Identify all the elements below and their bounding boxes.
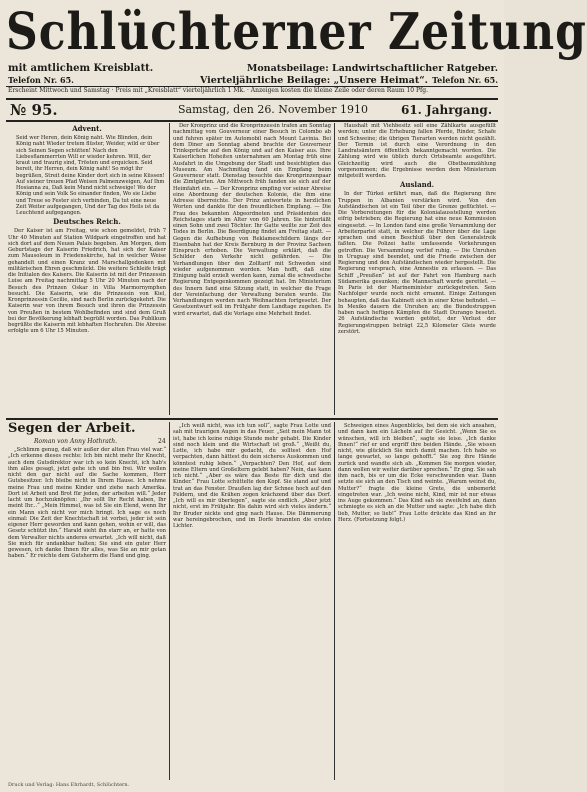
zaehlung-text: Haushalt mit Viehbesitz soll eine Zählkarte ausgefüllt werden; unter die Erhebung fallen Pferde, Rinder, Schafe und Schweine; die übrigen Tierarten werden nicht gezählt. Der Termin ist durch eine Verordnung in den Landratsämtern öffentlich bekanntgemacht worden. Die Zählung wird wie üblich durch Ortsbeamte ausgeführt. Gleichzeitig wird auch die Obstbaumzählung vorgenommen; die Ergebnisse werden dem Ministerium mitgeteilt werden. bbox=[338, 123, 496, 179]
issue-number: № 95. bbox=[10, 101, 58, 119]
serial-column-1 bbox=[8, 447, 166, 780]
ausland-heading: Ausland. bbox=[399, 180, 435, 190]
rule-feuilleton bbox=[6, 418, 498, 420]
serial-text-3: Schweigen eines Augenblicks, bei dem sie sich ansahen, und dann kam ein Lächeln auf ihr Gesicht. „Wenn Sie es wünschen, will ich bleiben“, sagte sie leise. „Ich danke Ihnen!“ rief er und ergriff ihre beiden Hände. „Sie wissen nicht, wie glücklich Sie mich damit machen. Ich habe so lange gewartet, so lange gehofft.“ Sie zog ihre Hände zurück und wandte sich ab. „Kommen Sie morgen wieder, dann wollen wir weiter darüber sprechen.“ Er ging. Sie sah ihm nach, bis er um die Ecke verschwunden war. Dann setzte sie sich an den Tisch und weinte. „Warum weinst du, Mutter?“ fragte die kleine Grete, die unbemerkt eingetreten war. „Ich weine nicht, Kind, mir ist nur etwas ins Auge gekommen.“ Das Kind sah sie zweifelnd an, dann schmiegte es sich an die Mutter und sagte: „Ich habe dich lieb, Mutter, so lieb!“ Frau Lotte drückte das Kind an ihr Herz. (Fortsetzung folgt.) bbox=[338, 423, 496, 523]
politics-text: Der Kronprinz und die Kronprinzessin trafen am Sonntag nachmittag vom Gouverneur einer Besuch in Colombo ab und fuhren später im Automobil nach Mount Lavinia. Bei dem Diner am Sonntag abend brachte der Gouverneur Trinksprüche auf den König und auf den Kaiser aus. Ihre Kaiserlichen Hoheiten unternahmen am Montag früh eine Ausfahrt in die Umgebung der Stadt und besichtigten das Museum. Am Nachmittag fand ein Empfang beim Gouverneur statt. Dienstag besuchte das Kronprinzenpaar die Zimtgärten. Am Mittwoch früh fanden sie sich auf der Heimfahrt ein. — Der Kronprinz empfing vor seiner Abreise eine Abordnung der deutschen Kolonie, die ihm eine Adresse überreichte. Der Prinz antwortete in herzlichen Worten und dankte für den freundlichen Empfang. — Die Frau des bekannten Abgeordneten und Präsidenten des Reichstages starb im Alter von 60 Jahren. Sie hinterläßt einen Sohn und zwei Töchter. Ihr Gatte weilte zur Zeit des Todes in Berlin. Die Beerdigung findet am Freitag statt. — Gegen die Aufhebung von Reklameschildern längs der Eisenbahn hat der Kreis Bernburg in der Provinz Sachsen Einspruch erhoben. Die Verwaltung erklärt, daß die Schilder den Verkehr nicht gefährden. — Die Verhandlungen über den Zolltarif mit Schweden sind wieder aufgenommen worden. Man hofft, daß eine Einigung bald erzielt werden kann, zumal die schwedische Regierung Entgegenkommen gezeigt hat. Im Ministerium des Innern fand eine Sitzung statt, in welcher die Frage der Vereinfachung der Verwaltung beraten wurde. Die Verhandlungen werden nach Weihnachten fortgesetzt. Der Gesetzentwurf soll im Frühjahr dem Landtage zugehen. Es wird erwartet, daß die Vorlage eine Mehrheit findet. bbox=[173, 123, 331, 317]
column-3 bbox=[338, 123, 496, 415]
deutsches-reich-text: Der Kaiser ist am Freitag, wie schon gemeldet, früh 7 Uhr 40 Minuten auf Station Wildpark eingetroffen und hat sich dort auf dem Neuen Palais begeben. Am Morgen, dem Geburtstage der Kaiserin Friedrich, hat sich der Kaiser zum Mausoleum in Friedenskirche, hat in welcher Weise gehandelt und einen Kranz und Marschallgedenken mit militärischen Ehren geschmückt. Die weitere Schleife trägt die Initialen des Kaisers. Die Kaiserin ist mit der Prinzessin Luise am Freitag nachmittag 5 Uhr 20 Minuten nach der Besuch des Prinzen Oskar in Villa Marmornymphen besucht. Die Kaiserin, wie die Prinzessin von Kiel, Kronprinzessin Cecilie, sind nach Berlin zurückgekehrt. Die Kaiserin war von ihrem Besuch und ihren die Prinzessin von Preußen in bestem Wohlbefinden und sind dem Gruß bei der Bevölkerung lebhaft begrüßt worden. Das Publikum begrüßte die Kaiserin mit lebhaften Hochrufen. Die Abreise erfolgte um 6 Uhr 15 Minuten. bbox=[8, 228, 166, 335]
issue-date: Samstag, den 26. November 1910 bbox=[178, 103, 369, 116]
serial-text-2: „Ich weiß nicht, was ich tun soll“, sagte Frau Lotte und sah mit traurigen Augen in das Feuer. „Seit mein Mann tot ist, habe ich keine ruhige Stunde mehr gehabt. Die Kinder sind noch klein und die Wirtschaft ist groß.“ „Weißt du, Lotte, ich habe mir gedacht, du solltest den Hof verpachten, dann hättest du dein sicheres Auskommen und könntest ruhig leben.“ „Verpachten? Den Hof, auf dem meine Eltern und Großeltern gelebt haben? Nein, das kann ich nicht.“ „Aber es wäre das Beste für dich und die Kinder.“ Frau Lotte schüttelte den Kopf. Sie stand auf und trat an das Fenster. Draußen lag der Schnee hoch auf den Feldern, und die Krähen zogen krächzend über das Dorf. „Ich will es mir überlegen“, sagte sie endlich. „Aber jetzt nicht, erst im Frühjahr. Bis dahin wird sich vieles ändern.“ Ihr Bruder nickte und ging nach Hause. Die Dämmerung war hereingebrochen, und im Dorfe brannten die ersten Lichter. bbox=[173, 423, 331, 529]
serial-text-1: „Schlimm genug, daß wir außer der alten Frau viel war.“ „Ich erkenne dieses rechte: Ich bin nicht mehr Ihr Knecht, auch dem Gutsdirektor war ich so kein Knecht, ich hab's ihm alles gesagt, jetzt gehe ich und bin frei. Wir wollen nicht den gar nicht auf die Sache kommen, Herr Gutsbesitzer. Ich bleibe nicht in Ihrem Hause. Ich nehme meine Frau und meine Kinder und ziehe nach Amerika. Dort ist Arbeit und Brot für jeden, der arbeiten will.“ Jeder lacht um hochzuknöpfen: „Ihr sollt Ihr Recht haben, Ihr meint Ihr...“ „Mein Himmel, was ist Sie ein Elend, wenn Ihr ein Mann sich nicht vor mich bringt. Ich sage es noch einmal: Die Zeit der Knechtschaft ist vorbei, jeder ist sein eigener Herr geworden und kann gehen, wohin er will, das Gesetz schützt ihn.“ Harald sieht ihn starr an, er hatte von dem Verwalter nichts anderes erwartet. „Ich will nicht, daß Sie mich für undankbar halten; Sie sind ein guter Herr gewesen, ich danke Ihnen für alles, was Sie an mir getan haben.“ Er reichte dem Gutsherrn die Hand und ging. bbox=[8, 447, 166, 560]
column-2 bbox=[173, 123, 331, 415]
masthead-title: Schlüchterner Zeitung bbox=[6, 2, 587, 62]
telefon-left: Telefon Nr. 65. bbox=[8, 75, 74, 85]
advent-poem: Seid wer Heren, dein König naht. Wie Blinden, dein König naht Wieder tretem flüster, Weider, wild er über sich Seinen Segen schütten! Nach den Liebesflammerrten Will er wieder kehren. Will, der kraut und traurig sind, Trösten und erquicken. Seid bereit, ihr Herren, dein König naht! So mögt ihr begrüßen, Streit deine Kinder dort sich in seine Küssen! Auf sieiner treuen Pfad Weisen Palmenzweigen, Auf Ihm Hosianna zu, Daß kein Mund nicht schweige! Wo der König und sein Volk So einander finden, Wo sie Liebe und Treue so Fester sich verbinden, Da tut eine neue Zeit Weiter aufgegangen, Und der Tag des Heils ist da Leuchtend aufgegangen. bbox=[16, 135, 165, 216]
serial-column-2 bbox=[173, 423, 331, 780]
deutsches-reich-heading: Deutsches Reich. bbox=[53, 217, 121, 227]
advent-heading: Advent. bbox=[72, 124, 102, 133]
serial-divider-1 bbox=[169, 422, 170, 780]
serial-part-number: 24 bbox=[158, 438, 166, 445]
rule-issue-bottom bbox=[6, 120, 498, 122]
vierteljaehrliche-beilage-label: Vierteljährliche Beilage: „Unsere Heimat“. bbox=[199, 75, 428, 86]
column-1 bbox=[8, 123, 166, 415]
issue-bar bbox=[8, 102, 496, 118]
issue-year: 61. Jahrgang. bbox=[400, 103, 492, 117]
telefon-right: Telefon Nr. 65. bbox=[432, 75, 498, 85]
ausland-text: In der Türkei erfährt man, daß die Regierung ihre Truppen in Albanien verstärken wird. Von den Aufständischen ist ein Teil über die Grenze geflüchtet. — Die Vorbereitungen für die Kolonialausstellung werden eifrig betrieben; die Regierung hat eine neue Kommission eingesetzt. — In London fand eine große Versammlung der Arbeiterpartei statt, in welcher die Führer über die Lage sprachen und einen Beschluß über den Generalstreik faßten. Die Polizei hatte umfassende Vorkehrungen getroffen. Die Versammlung verlief ruhig. — Die Unruhen in Uruguay sind beendet, und die Friede zwischen der Regierung und den Aufständischen wieder hergestellt. Die Regierung versprach, eine Amnestie zu erlassen. — Das Schiff „Preußen“ ist auf der Fahrt von Hamburg nach Südamerika gesunken; die Mannschaft wurde gerettet. — In Paris ist der Marineminister zurückgetreten. Sein Nachfolger wurde noch nicht ernannt. Einige Zeitungen behaupten, daß das Kabinett sich in einer Krise befindet. — In Mexiko dauern die Unruhen an; die Bundestruppen haben nach heftigen Kämpfen die Stadt Durango besetzt. 26 Aufständische wurden getötet, der Verlust der Regierungstruppen beträgt 22,5 Kilometer Gleis wurde zerstört. bbox=[338, 191, 496, 335]
subscription-info: Erscheint Mittwoch und Samstag · Preis mit „Kreisblatt“ vierteljährlich 1 Mk. · Anzeigen kosten die kleine Zeile oder deren Raum 10 Pfg. bbox=[8, 87, 428, 94]
monatsbeilage-label: Monatsbeilage: Landwirtschaftlicher Ratgeber. bbox=[246, 63, 498, 74]
serial-title: Segen der Arbeit. bbox=[8, 421, 136, 436]
column-divider-1 bbox=[169, 123, 170, 415]
column-divider-2 bbox=[334, 123, 335, 415]
kreisblatt-label: mit amtlichem Kreisblatt. bbox=[8, 63, 154, 74]
serial-divider-2 bbox=[334, 422, 335, 780]
serial-subtitle: Roman von Anny Hothrath. bbox=[34, 438, 118, 445]
footer-imprint: Druck und Verlag: Hans Ehrhardt, Schlüchtern. bbox=[8, 782, 130, 788]
serial-column-3 bbox=[338, 423, 496, 780]
rule-issue-top bbox=[6, 98, 498, 100]
